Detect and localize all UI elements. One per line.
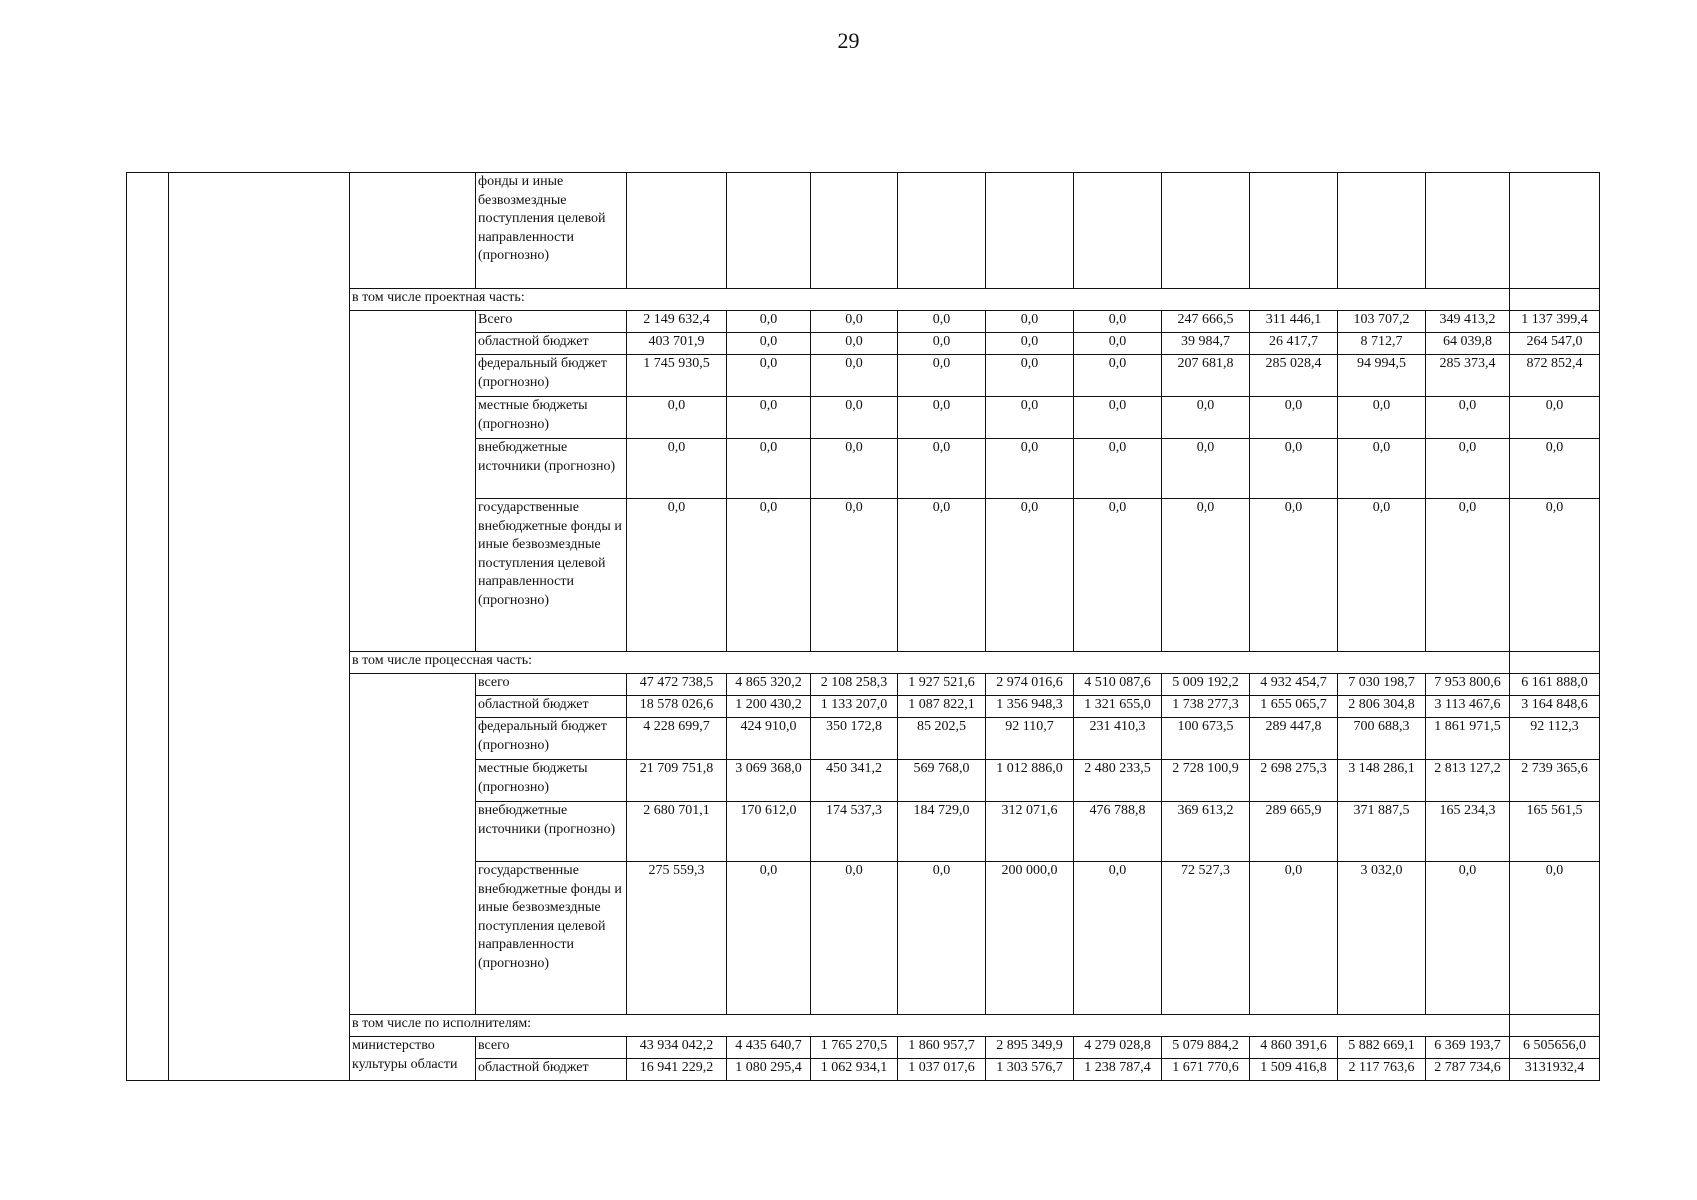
executor-name: министерство культуры области (350, 1037, 476, 1081)
value-cell: 369 613,2 (1162, 802, 1250, 862)
value-cell: 43 934 042,2 (627, 1037, 727, 1059)
value-cell: 0,0 (1250, 499, 1338, 652)
empty-cell (1510, 289, 1600, 311)
row-label: областной бюджет (476, 696, 627, 718)
value-cell: 371 887,5 (1338, 802, 1426, 862)
group-empty-cell (350, 674, 476, 1015)
value-cell: 26 417,7 (1250, 333, 1338, 355)
value-cell: 2 117 763,6 (1338, 1059, 1426, 1081)
value-cell: 0,0 (727, 439, 811, 499)
value-cell: 92 112,3 (1510, 718, 1600, 760)
value-cell: 0,0 (727, 355, 811, 397)
value-cell: 200 000,0 (986, 862, 1074, 1015)
value-cell: 0,0 (1426, 397, 1510, 439)
value-cell: 85 202,5 (898, 718, 986, 760)
value-cell: 174 537,3 (811, 802, 898, 862)
page-number: 29 (837, 28, 860, 53)
value-cell: 0,0 (727, 397, 811, 439)
value-cell: 289 665,9 (1250, 802, 1338, 862)
value-cell: 264 547,0 (1510, 333, 1600, 355)
value-cell: 0,0 (811, 862, 898, 1015)
value-cell: 1 765 270,5 (811, 1037, 898, 1059)
value-cell: 0,0 (986, 439, 1074, 499)
row-label: местные бюджеты (прогнозно) (476, 760, 627, 802)
value-cell: 0,0 (727, 862, 811, 1015)
value-cell: 0,0 (1426, 499, 1510, 652)
value-cell: 0,0 (1338, 499, 1426, 652)
row-label: всего (476, 1037, 627, 1059)
budget-table (126, 172, 1600, 1081)
value-cell: 1 062 934,1 (811, 1059, 898, 1081)
value-cell: 275 559,3 (627, 862, 727, 1015)
value-cell: 4 435 640,7 (727, 1037, 811, 1059)
value-cell: 285 373,4 (1426, 355, 1510, 397)
value-cell: 0,0 (898, 499, 986, 652)
value-cell: 0,0 (811, 355, 898, 397)
value-cell: 0,0 (986, 311, 1074, 333)
value-cell: 2 739 365,6 (1510, 760, 1600, 802)
value-cell: 4 932 454,7 (1250, 674, 1338, 696)
value-cell: 0,0 (898, 311, 986, 333)
section-title: в том числе по исполнителям: (350, 1015, 1510, 1037)
value-cell: 0,0 (1074, 862, 1162, 1015)
value-cell: 6 369 193,7 (1426, 1037, 1510, 1059)
value-cell: 2 806 304,8 (1338, 696, 1426, 718)
row-label: Всего (476, 311, 627, 333)
value-cell: 4 860 391,6 (1250, 1037, 1338, 1059)
value-cell: 4 228 699,7 (627, 718, 727, 760)
value-cell: 0,0 (898, 355, 986, 397)
value-cell: 0,0 (898, 439, 986, 499)
value-cell: 3 164 848,6 (1510, 696, 1600, 718)
empty-cell (1510, 652, 1600, 674)
value-cell: 3 032,0 (1338, 862, 1426, 1015)
value-cell: 476 788,8 (1074, 802, 1162, 862)
value-cell: 1 303 576,7 (986, 1059, 1074, 1081)
value-cell: 2 895 349,9 (986, 1037, 1074, 1059)
value-cell: 39 984,7 (1162, 333, 1250, 355)
value-cell: 4 279 028,8 (1074, 1037, 1162, 1059)
value-cell: 0,0 (1426, 862, 1510, 1015)
value-cell: 2 787 734,6 (1426, 1059, 1510, 1081)
value-cell: 6 505656,0 (1510, 1037, 1600, 1059)
value-cell: 4 510 087,6 (1074, 674, 1162, 696)
value-cell: 0,0 (1162, 397, 1250, 439)
value-cell: 0,0 (811, 439, 898, 499)
value-cell: 64 039,8 (1426, 333, 1510, 355)
value-cell: 312 071,6 (986, 802, 1074, 862)
value-cell: 0,0 (1250, 439, 1338, 499)
value-cell: 285 028,4 (1250, 355, 1338, 397)
value-cell: 424 910,0 (727, 718, 811, 760)
value-cell: 0,0 (1510, 499, 1600, 652)
value-cell: 8 712,7 (1338, 333, 1426, 355)
value-cell: 1 356 948,3 (986, 696, 1074, 718)
row-label: всего (476, 674, 627, 696)
value-cell: 16 941 229,2 (627, 1059, 727, 1081)
value-cell: 0,0 (986, 397, 1074, 439)
value-cell: 47 472 738,5 (627, 674, 727, 696)
value-cell: 4 865 320,2 (727, 674, 811, 696)
value-cell: 0,0 (1074, 439, 1162, 499)
empty-cell (350, 173, 476, 289)
value-cell: 2 813 127,2 (1426, 760, 1510, 802)
row-label: государственные внебюджетные фонды и иные безвозмездные поступления целевой направленности (прогнозно) (476, 862, 627, 1015)
value-cell: 165 561,5 (1510, 802, 1600, 862)
value-cell: 165 234,3 (1426, 802, 1510, 862)
value-cell: 0,0 (1510, 862, 1600, 1015)
value-cell: 184 729,0 (898, 802, 986, 862)
value-cell: 1 012 886,0 (986, 760, 1074, 802)
value-cell: 3 148 286,1 (1338, 760, 1426, 802)
value-cell: 0,0 (898, 397, 986, 439)
value-cell: 1 861 971,5 (1426, 718, 1510, 760)
row-label: государственные внебюджетные фонды и иные безвозмездные поступления целевой направленности (прогнозно) (476, 499, 627, 652)
empty-cell (1510, 1015, 1600, 1037)
value-cell: 0,0 (898, 862, 986, 1015)
row-label: фонды и иные безвозмездные поступления целевой направленности (прогнозно) (476, 173, 627, 289)
left-column-b (169, 173, 350, 1081)
section-title: в том числе проектная часть: (350, 289, 1510, 311)
value-cell: 2 698 275,3 (1250, 760, 1338, 802)
value-cell: 1 080 295,4 (727, 1059, 811, 1081)
value-cell: 0,0 (986, 499, 1074, 652)
section-title: в том числе процессная часть: (350, 652, 1510, 674)
value-cell: 311 446,1 (1250, 311, 1338, 333)
value-cell: 0,0 (811, 397, 898, 439)
row-label: внебюджетные источники (прогнозно) (476, 439, 627, 499)
value-cell: 0,0 (1510, 397, 1600, 439)
value-cell: 7 030 198,7 (1338, 674, 1426, 696)
value-cell: 170 612,0 (727, 802, 811, 862)
value-cell: 2 974 016,6 (986, 674, 1074, 696)
value-cell: 1 655 065,7 (1250, 696, 1338, 718)
value-cell: 0,0 (1338, 439, 1426, 499)
value-cell: 21 709 751,8 (627, 760, 727, 802)
value-cell: 0,0 (1074, 311, 1162, 333)
value-cell: 94 994,5 (1338, 355, 1426, 397)
value-cell: 1 133 207,0 (811, 696, 898, 718)
value-cell: 0,0 (1074, 499, 1162, 652)
value-cell: 72 527,3 (1162, 862, 1250, 1015)
value-cell: 0,0 (1074, 333, 1162, 355)
value-cell: 5 009 192,2 (1162, 674, 1250, 696)
value-cell: 5 882 669,1 (1338, 1037, 1426, 1059)
value-cell: 700 688,3 (1338, 718, 1426, 760)
value-cell: 1 860 957,7 (898, 1037, 986, 1059)
value-cell: 569 768,0 (898, 760, 986, 802)
value-cell: 3 113 467,6 (1426, 696, 1510, 718)
value-cell: 0,0 (1074, 397, 1162, 439)
value-cell: 0,0 (986, 355, 1074, 397)
value-cell: 1 321 655,0 (1074, 696, 1162, 718)
value-cell: 1 137 399,4 (1510, 311, 1600, 333)
value-cell: 0,0 (627, 499, 727, 652)
row-label: областной бюджет (476, 333, 627, 355)
table-row (127, 173, 1600, 289)
value-cell: 349 413,2 (1426, 311, 1510, 333)
value-cell: 1 238 787,4 (1074, 1059, 1162, 1081)
value-cell: 1 671 770,6 (1162, 1059, 1250, 1081)
row-label: федеральный бюджет (прогнозно) (476, 718, 627, 760)
value-cell: 2 108 258,3 (811, 674, 898, 696)
value-cell: 231 410,3 (1074, 718, 1162, 760)
value-cell: 3131932,4 (1510, 1059, 1600, 1081)
value-cell: 18 578 026,6 (627, 696, 727, 718)
value-cell: 2 480 233,5 (1074, 760, 1162, 802)
value-cell: 1 738 277,3 (1162, 696, 1250, 718)
value-cell: 350 172,8 (811, 718, 898, 760)
value-cell: 103 707,2 (1338, 311, 1426, 333)
value-cell: 7 953 800,6 (1426, 674, 1510, 696)
value-cell: 0,0 (727, 499, 811, 652)
value-cell: 872 852,4 (1510, 355, 1600, 397)
value-cell: 0,0 (1250, 397, 1338, 439)
value-cell: 1 087 822,1 (898, 696, 986, 718)
value-cell: 0,0 (1338, 397, 1426, 439)
value-cell: 92 110,7 (986, 718, 1074, 760)
value-cell: 0,0 (811, 311, 898, 333)
value-cell: 1 745 930,5 (627, 355, 727, 397)
value-cell: 2 149 632,4 (627, 311, 727, 333)
group-empty-cell (350, 311, 476, 652)
value-cell: 450 341,2 (811, 760, 898, 802)
value-cell: 0,0 (1162, 499, 1250, 652)
value-cell: 2 680 701,1 (627, 802, 727, 862)
value-cell: 1 509 416,8 (1250, 1059, 1338, 1081)
value-cell: 0,0 (627, 439, 727, 499)
left-column-a (127, 173, 169, 1081)
value-cell: 403 701,9 (627, 333, 727, 355)
value-cell: 0,0 (1162, 439, 1250, 499)
value-cell: 247 666,5 (1162, 311, 1250, 333)
value-cell: 0,0 (1250, 862, 1338, 1015)
row-label: местные бюджеты (прогнозно) (476, 397, 627, 439)
value-cell: 1 200 430,2 (727, 696, 811, 718)
value-cell: 0,0 (986, 333, 1074, 355)
value-cell: 0,0 (727, 333, 811, 355)
value-cell: 1 927 521,6 (898, 674, 986, 696)
value-cell: 5 079 884,2 (1162, 1037, 1250, 1059)
value-cell: 1 037 017,6 (898, 1059, 986, 1081)
value-cell: 6 161 888,0 (1510, 674, 1600, 696)
value-cell: 207 681,8 (1162, 355, 1250, 397)
value-cell: 100 673,5 (1162, 718, 1250, 760)
row-label: федеральный бюджет (прогнозно) (476, 355, 627, 397)
value-cell: 0,0 (811, 499, 898, 652)
value-cell: 289 447,8 (1250, 718, 1338, 760)
value-cell: 0,0 (811, 333, 898, 355)
value-cell: 0,0 (627, 397, 727, 439)
value-cell: 0,0 (727, 311, 811, 333)
value-cell: 0,0 (1510, 439, 1600, 499)
value-cell: 0,0 (1074, 355, 1162, 397)
value-cell: 2 728 100,9 (1162, 760, 1250, 802)
row-label: внебюджетные источники (прогнозно) (476, 802, 627, 862)
value-cell: 0,0 (1426, 439, 1510, 499)
row-label: областной бюджет (476, 1059, 627, 1081)
value-cell: 3 069 368,0 (727, 760, 811, 802)
value-cell: 0,0 (898, 333, 986, 355)
